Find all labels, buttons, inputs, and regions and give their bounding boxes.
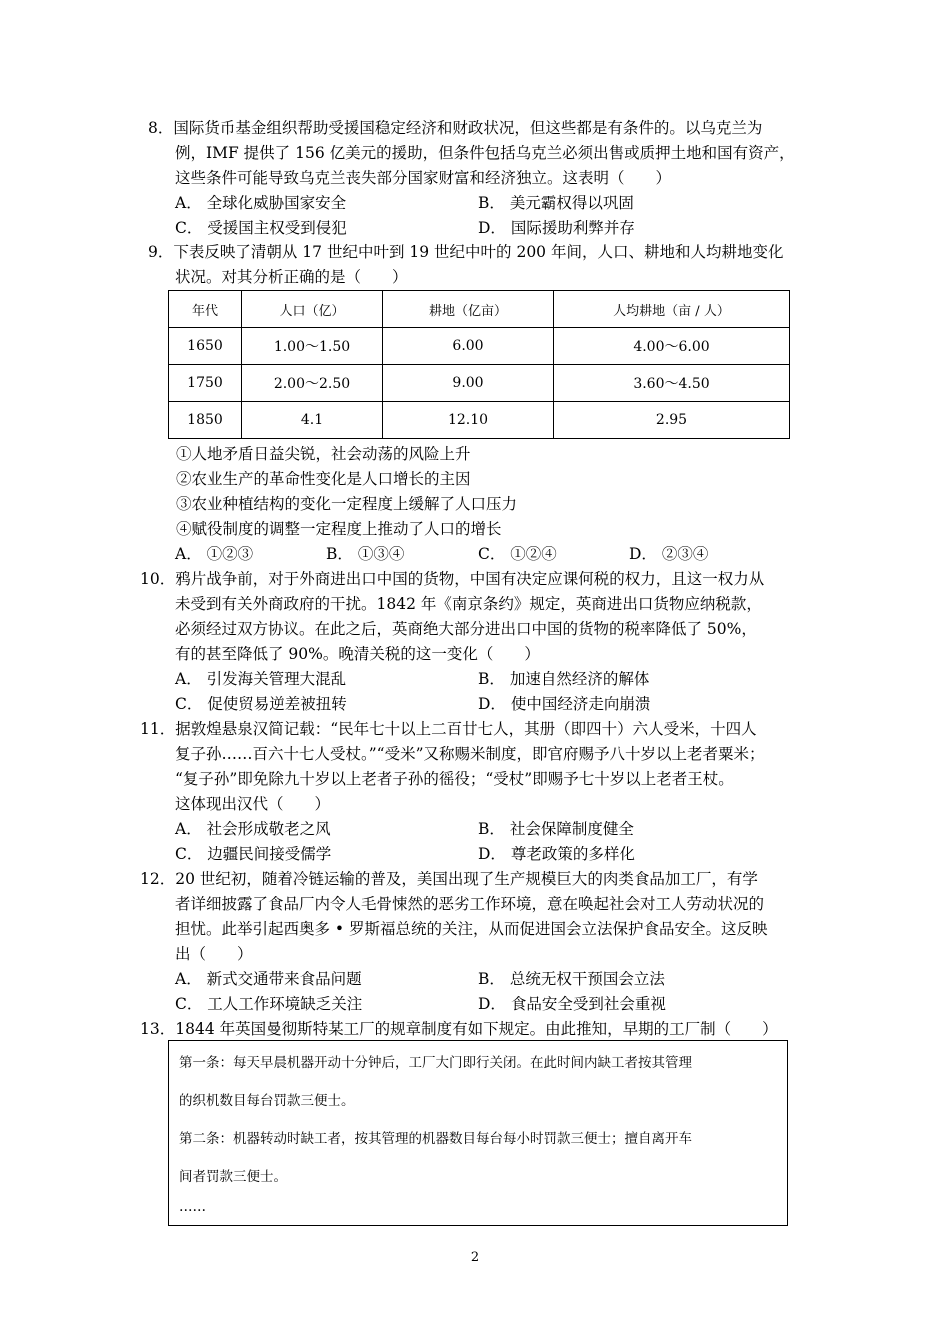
options-row	[140, 817, 800, 842]
question-text: 未受到有关外商政府的干扰。1842 年《南京条约》规定，英商进出口货物应纳税款，	[175, 595, 762, 613]
page-number: 2	[470, 1250, 480, 1265]
question-number: 11．	[140, 720, 176, 738]
options-row	[148, 216, 808, 241]
question-text: 必须经过双方协议。在此之后，英商绝大部分进出口中国的货物的税率降低了 50%，	[175, 620, 757, 638]
table-cell: 1.00～1.50	[242, 328, 383, 365]
option-c[interactable]: C． ①②④	[478, 545, 557, 563]
table-header-cell: 人均耕地（亩 / 人）	[554, 291, 790, 328]
option-c[interactable]: C． 工人工作环境缺乏关注	[175, 995, 363, 1013]
option-b[interactable]: B． ①③④	[326, 545, 405, 563]
statement-4: ④赋役制度的调整一定程度上推动了人口的增长	[176, 520, 502, 538]
rule-ellipsis: ……	[179, 1199, 206, 1215]
table-cell: 1750	[169, 365, 242, 402]
table-cell: 9.00	[383, 365, 554, 402]
question-number: 9．	[148, 243, 174, 261]
option-a[interactable]: A． 全球化威胁国家安全	[175, 194, 347, 212]
question-text: 国际货币基金组织帮助受援国稳定经济和财政状况，但这些都是有条件的。以乌克兰为	[173, 119, 763, 137]
table-cell: 4.1	[242, 402, 383, 439]
question-text: 这些条件可能导致乌克兰丧失部分国家财富和经济独立。这表明（ ）	[175, 169, 672, 187]
question-number: 10．	[140, 570, 176, 588]
question-text: 有的甚至降低了 90%。晚清关税的这一变化（ ）	[175, 645, 540, 663]
question-number: 8．	[148, 119, 174, 137]
table-cell: 3.60～4.50	[554, 365, 790, 402]
table-header-cell: 人口（亿）	[242, 291, 383, 328]
question-text: “复子孙”即免除九十岁以上老者子孙的徭役；“受杖”即赐予七十岁以上老者王杖。	[175, 770, 734, 788]
table-cell: 2.95	[554, 402, 790, 439]
question-11	[140, 717, 800, 867]
rule-line: 第二条：机器转动时缺工者，按其管理的机器数目每台每小时罚款三便士；擅自离开车	[179, 1131, 692, 1147]
option-b[interactable]: B． 总统无权干预国会立法	[478, 970, 665, 988]
option-c[interactable]: C． 受援国主权受到侵犯	[175, 219, 347, 237]
option-d[interactable]: D． 食品安全受到社会重视	[478, 995, 666, 1013]
table-cell: 12.10	[383, 402, 554, 439]
question-10	[140, 567, 800, 717]
option-d[interactable]: D． 尊老政策的多样化	[478, 845, 635, 863]
question-13	[140, 1017, 800, 1042]
question-text: 例，IMF 提供了 156 亿美元的援助，但条件包括乌克兰必须出售或质押土地和国有资产，	[175, 144, 795, 162]
option-b[interactable]: B． 社会保障制度健全	[478, 820, 634, 838]
table-cell: 1650	[169, 328, 242, 365]
option-a[interactable]: A． ①②③	[175, 545, 254, 563]
question-text: 鸦片战争前，对于外商进出口中国的货物，中国有决定应课何税的权力，且这一权力从	[175, 570, 765, 588]
table-row	[169, 365, 790, 402]
rule-line: 间者罚款三便士。	[179, 1169, 287, 1185]
question-number: 12．	[140, 870, 176, 888]
population-table	[168, 290, 790, 439]
question-number: 13．	[140, 1020, 176, 1038]
table-cell: 6.00	[383, 328, 554, 365]
option-a[interactable]: A． 社会形成敬老之风	[175, 820, 331, 838]
option-a[interactable]: A． 引发海关管理大混乱	[175, 670, 347, 688]
question-text: 据敦煌悬泉汉简记载：“民年七十以上二百廿七人，其册（即四十）六人受米，十四人	[175, 720, 757, 738]
option-d[interactable]: D． ②③④	[629, 545, 709, 563]
question-12	[140, 867, 800, 1017]
options-row	[148, 542, 808, 567]
options-row	[140, 992, 800, 1017]
question-text: 下表反映了清朝从 17 世纪中叶到 19 世纪中叶的 200 年间，人口、耕地和人均耕地变化	[173, 243, 784, 261]
option-d[interactable]: D． 使中国经济走向崩溃	[478, 695, 651, 713]
options-row	[140, 667, 800, 692]
table-cell: 4.00～6.00	[554, 328, 790, 365]
question-text: 状况。对其分析正确的是（ ）	[175, 268, 408, 286]
table-row	[169, 328, 790, 365]
question-9-options	[148, 542, 808, 567]
question-text: 者详细披露了食品厂内令人毛骨悚然的恶劣工作环境，意在唤起社会对工人劳动状况的	[175, 895, 765, 913]
options-row	[140, 842, 800, 867]
question-text: 出（ ）	[175, 945, 253, 963]
option-b[interactable]: B． 美元霸权得以巩固	[478, 194, 634, 212]
question-text: 这体现出汉代（ ）	[175, 795, 331, 813]
statement-3: ③农业种植结构的变化一定程度上缓解了人口压力	[176, 495, 518, 513]
factory-rules-box	[168, 1040, 788, 1226]
option-c[interactable]: C． 边疆民间接受儒学	[175, 845, 332, 863]
option-d[interactable]: D． 国际援助利弊并存	[478, 219, 635, 237]
option-a[interactable]: A． 新式交通带来食品问题	[175, 970, 362, 988]
table-cell: 1850	[169, 402, 242, 439]
table-row	[169, 402, 790, 439]
question-text: 复子孙……百六十七人受杖。”“受米”又称赐米制度，即官府赐予八十岁以上老者粟米；	[175, 745, 765, 763]
options-row	[140, 967, 800, 992]
rule-line: 第一条：每天早晨机器开动十分钟后，工厂大门即行关闭。在此时间内缺工者按其管理	[179, 1055, 692, 1071]
options-row	[148, 191, 808, 216]
question-text: 20 世纪初，随着冷链运输的普及，美国出现了生产规模巨大的肉类食品加工厂，有学	[175, 870, 758, 888]
table-header-cell: 年代	[169, 291, 242, 328]
table-header-cell: 耕地（亿亩）	[383, 291, 554, 328]
options-row	[140, 692, 800, 717]
rule-line: 的织机数目每台罚款三便士。	[179, 1093, 355, 1109]
question-text: 担忧。此举引起西奥多 • 罗斯福总统的关注，从而促进国会立法保护食品安全。这反映	[175, 920, 768, 938]
table-cell: 2.00～2.50	[242, 365, 383, 402]
table-header-row	[169, 291, 790, 328]
option-c[interactable]: C． 促使贸易逆差被扭转	[175, 695, 347, 713]
question-text: 1844 年英国曼彻斯特某工厂的规章制度有如下规定。由此推知，早期的工厂制（ ）	[175, 1020, 778, 1038]
question-9	[148, 240, 808, 290]
option-b[interactable]: B． 加速自然经济的解体	[478, 670, 650, 688]
statement-1: ①人地矛盾日益尖锐，社会动荡的风险上升	[176, 445, 471, 463]
question-8	[148, 116, 808, 241]
statement-2: ②农业生产的革命性变化是人口增长的主因	[176, 470, 471, 488]
